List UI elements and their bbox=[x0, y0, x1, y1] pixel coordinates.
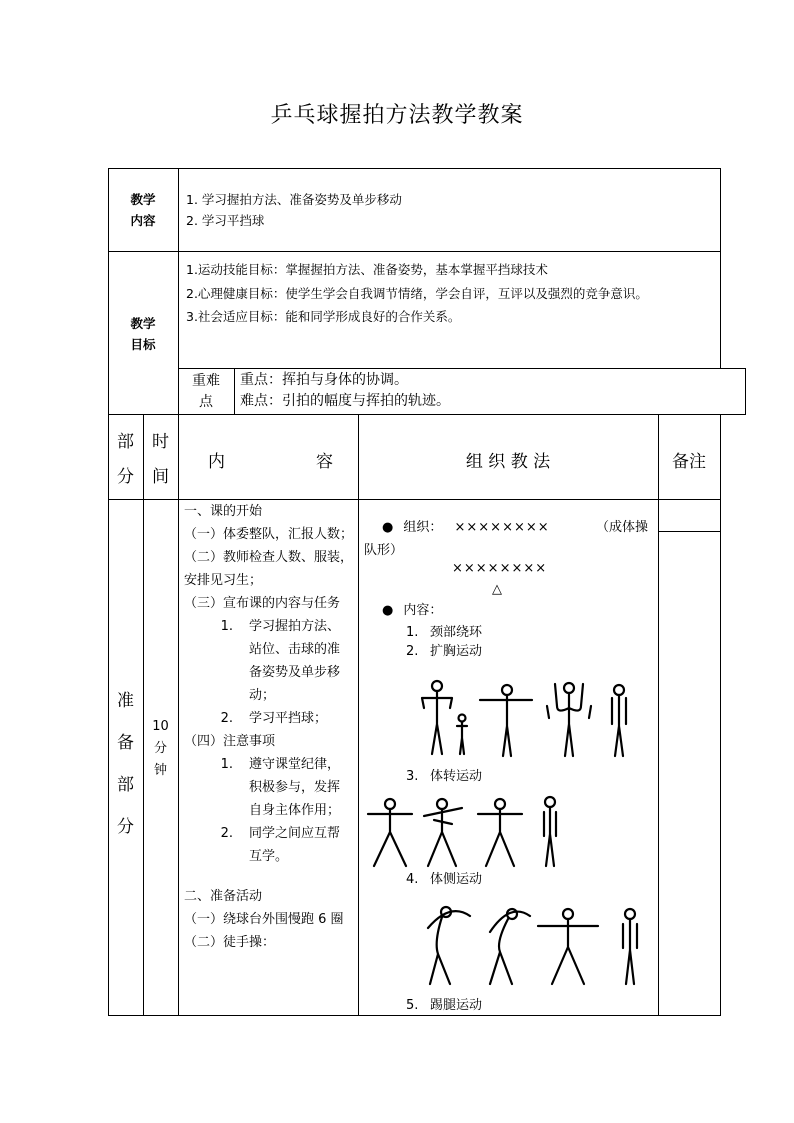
twist-exercise-figures bbox=[362, 794, 572, 873]
key-items: 重点：挥拍与身体的协调。 难点：引拍的幅度与挥拍的轨迹。 bbox=[240, 372, 450, 409]
exercise-1: 1. 颈部绕环 bbox=[406, 625, 483, 640]
teacher-mark: △ bbox=[492, 582, 502, 597]
exercise-5: 5. 踢腿运动 bbox=[406, 998, 483, 1013]
duration: 10 分 钟 bbox=[152, 719, 169, 778]
content-column: 一、课的开始 （一）体委整队，汇报人数； （二）教师检查人数、服装， 安排见习生； （三）宣布课的内容与任务 1. 学习握拍方法、 站位、击球的准 备姿势及单步移 动； 2. 学习平挡球； （四）注意事项 1. 遵守课堂纪律， 积极参与，发挥 自身主体作用； 2. 同学之间应互帮 互学。 二、准备活动 （一）绕球台外围慢跑 6 圈 （二）徒手操： bbox=[184, 504, 354, 950]
header-part: 部 分 bbox=[117, 432, 134, 487]
exercise-3: 3. 体转运动 bbox=[406, 769, 483, 784]
key-label: 重难 点 bbox=[192, 373, 220, 410]
neck-exercise-figures bbox=[412, 676, 652, 765]
form-note: （成体操 bbox=[596, 520, 649, 535]
form-note-2: 队形） bbox=[364, 543, 404, 558]
org-line: ● 组织： ×××××××× bbox=[382, 516, 550, 539]
content-bullet: ● 内容： bbox=[382, 599, 442, 622]
goal-items: 1.运动技能目标：掌握握拍方法、准备姿势，基本掌握平挡球技术 2.心理健康目标：使学生学会自我调节情绪，学会自评，互评以及强烈的竞争意识。 3.社会适应目标：能和同学形成良好的合作关系。 bbox=[186, 262, 648, 324]
page-title: 乒乓球握拍方法教学教案 bbox=[270, 103, 524, 128]
header-time: 时 间 bbox=[152, 432, 169, 487]
content-items: 1. 学习握拍方法、准备姿势及单步移动 2. 学习平挡球 bbox=[186, 192, 402, 228]
org-row-2: ×××××××× bbox=[452, 561, 548, 576]
header-note: 备注 bbox=[672, 452, 706, 472]
goal-label: 教学 目标 bbox=[130, 316, 156, 352]
exercise-2: 2. 扩胸运动 bbox=[406, 644, 483, 659]
header-content: 内 容 bbox=[208, 452, 333, 472]
exercise-4: 4. 体侧运动 bbox=[406, 872, 483, 887]
section-name: 准 备 部 分 bbox=[117, 691, 134, 837]
side-bend-figures bbox=[420, 902, 650, 991]
content-label: 教学 内容 bbox=[130, 192, 156, 228]
header-method: 组 织 教 法 bbox=[465, 452, 551, 472]
